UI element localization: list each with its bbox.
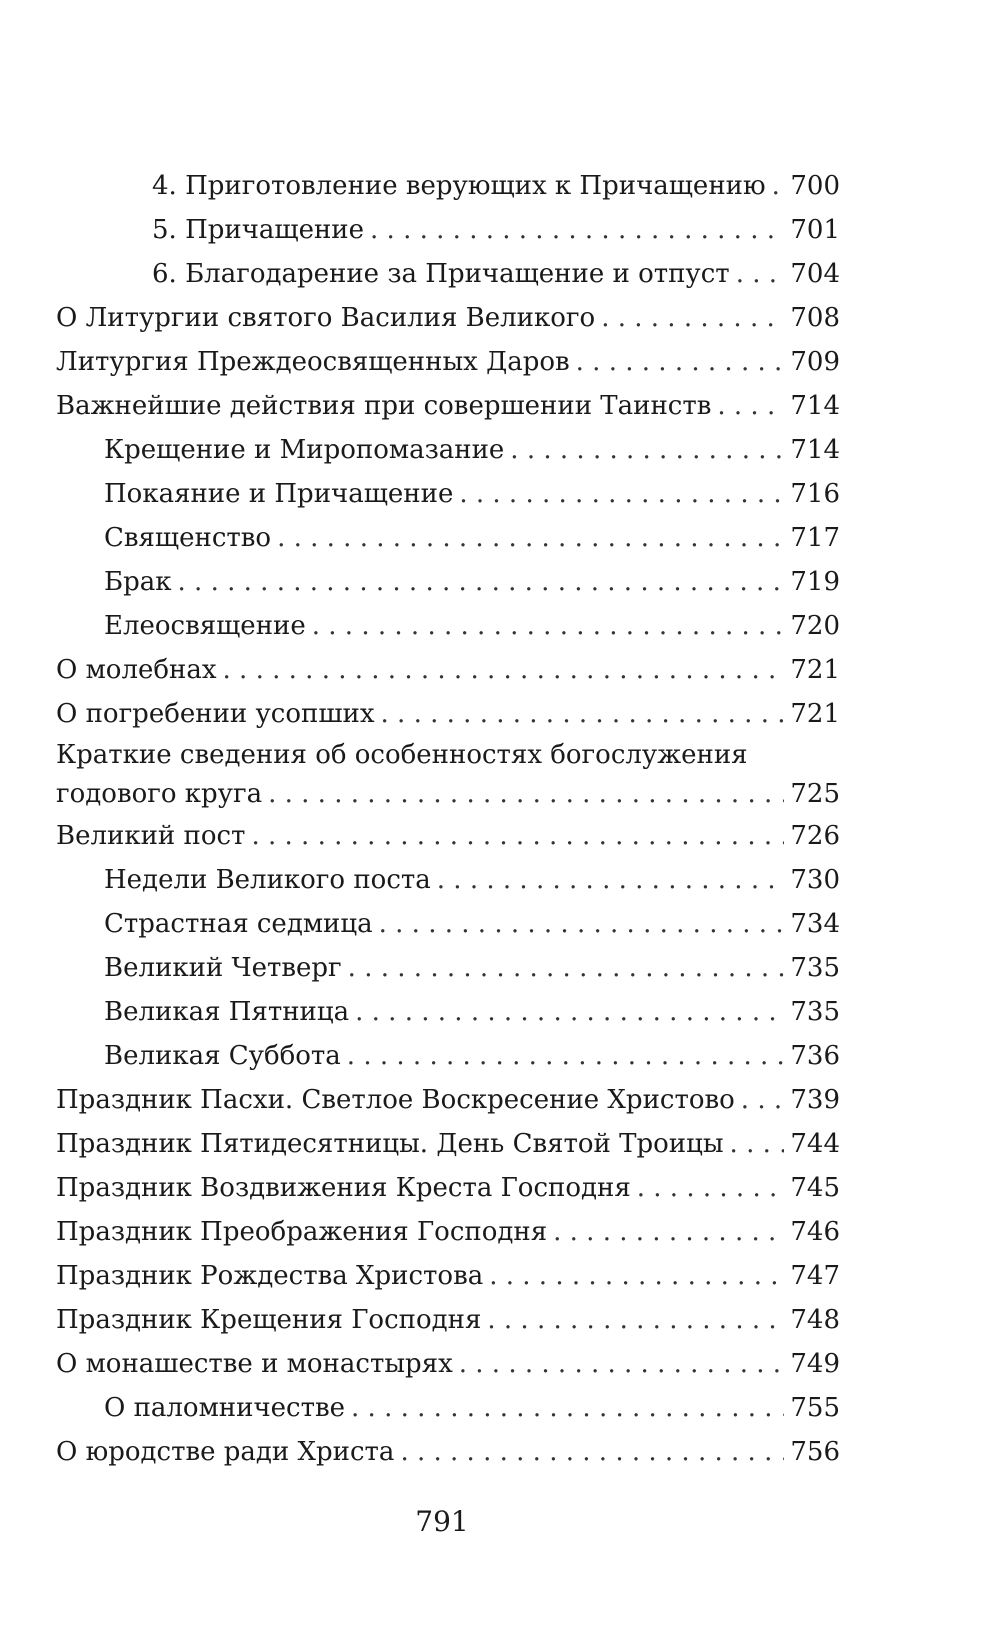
toc-entry-title: Страстная седмица — [104, 909, 373, 939]
toc-leader-dots — [601, 296, 784, 340]
toc-entry-page: 701 — [790, 215, 840, 245]
toc-entry — [56, 1122, 840, 1166]
toc-entry — [56, 472, 840, 516]
toc-entry — [56, 946, 840, 990]
toc-entry-title: Великая Пятница — [104, 997, 350, 1027]
toc-entry-title: Краткие сведения об особенностях богослужения — [56, 740, 748, 770]
toc-entry-page: 708 — [790, 303, 840, 333]
toc-leader-dots — [312, 604, 785, 648]
toc-entry — [56, 1210, 840, 1254]
toc-entry-page: 721 — [790, 699, 840, 729]
toc-leader-dots — [355, 990, 784, 1034]
toc-entry-page: 747 — [790, 1261, 840, 1291]
toc-entry-title: 4. Приготовление верующих к Причащению — [152, 171, 766, 201]
toc-entry — [56, 604, 840, 648]
toc-entry-title-continued: годового круга — [56, 779, 263, 809]
toc-entry — [56, 858, 840, 902]
toc-leader-dots — [637, 1166, 785, 1210]
toc-entry-page: 756 — [790, 1437, 840, 1467]
toc-entry — [56, 1430, 840, 1474]
toc-entry-title: Праздник Пятидесятницы. День Святой Троицы — [56, 1129, 724, 1159]
toc-entry — [56, 208, 840, 252]
toc-entry-title: Брак — [104, 567, 172, 597]
toc-entry-page: 717 — [790, 523, 840, 553]
toc-entry-page: 725 — [790, 779, 840, 809]
toc-entry-title: О Литургии святого Василия Великого — [56, 303, 596, 333]
toc-entry — [56, 1342, 840, 1386]
toc-entry-title: Праздник Преображения Господня — [56, 1217, 548, 1247]
toc-entry-title: Великий Четверг — [104, 953, 342, 983]
toc-entry-page: 720 — [790, 611, 840, 641]
toc-leader-dots — [223, 648, 785, 692]
toc-entry-page: 709 — [790, 347, 840, 377]
toc-leader-dots — [351, 1386, 784, 1430]
toc-leader-dots — [736, 252, 785, 296]
toc-leader-dots — [277, 516, 784, 560]
toc-entry-title: Покаяние и Причащение — [104, 479, 454, 509]
toc-entry — [56, 384, 840, 428]
toc-entry-title: Великая Суббота — [104, 1041, 341, 1071]
toc-entry-title: 6. Благодарение за Причащение и отпуст — [152, 259, 730, 289]
toc-leader-dots — [487, 1298, 784, 1342]
toc-leader-dots — [347, 1034, 785, 1078]
toc-entry — [56, 516, 840, 560]
toc-entry-title: О погребении усопших — [56, 699, 375, 729]
toc-entry-page: 749 — [790, 1349, 840, 1379]
toc-entry-title: О паломничестве — [104, 1393, 346, 1423]
toc-entry-page: 714 — [790, 435, 840, 465]
toc-leader-dots — [459, 472, 784, 516]
toc-entry-title: О монашестве и монастырях — [56, 1349, 453, 1379]
toc-leader-dots — [489, 1254, 784, 1298]
toc-entry-page: 739 — [790, 1085, 840, 1115]
toc-entry-page: 714 — [790, 391, 840, 421]
toc-entry-page: 748 — [790, 1305, 840, 1335]
toc-entry-title: Крещение и Миропомазание — [104, 435, 505, 465]
toc-entry-page: 735 — [790, 953, 840, 983]
toc-entry — [56, 1034, 840, 1078]
toc-leader-dots — [741, 1078, 785, 1122]
toc-entry-title: Праздник Воздвижения Креста Господня — [56, 1173, 631, 1203]
toc-entry-title: О молебнах — [56, 655, 217, 685]
toc-entry — [56, 1078, 840, 1122]
toc-entry-page: 736 — [790, 1041, 840, 1071]
table-of-contents — [56, 164, 840, 1474]
toc-leader-dots — [437, 858, 785, 902]
toc-entry-title: О юродстве ради Христа — [56, 1437, 395, 1467]
page-number: 791 — [415, 1505, 469, 1538]
toc-leader-dots — [268, 774, 784, 814]
toc-entry — [56, 814, 840, 858]
toc-leader-dots — [348, 946, 785, 990]
toc-entry — [56, 1298, 840, 1342]
toc-entry-page: 744 — [790, 1129, 840, 1159]
toc-entry-title: Недели Великого поста — [104, 865, 431, 895]
toc-entry — [56, 340, 840, 384]
toc-entry-page: 734 — [790, 909, 840, 939]
toc-entry-title: Важнейшие действия при совершении Таинств — [56, 391, 712, 421]
toc-entry — [56, 692, 840, 736]
toc-entry-page: 700 — [790, 171, 840, 201]
toc-leader-dots — [370, 208, 784, 252]
toc-entry-title: 5. Причащение — [152, 215, 365, 245]
toc-entry-page: 730 — [790, 865, 840, 895]
toc-leader-dots — [178, 560, 785, 604]
toc-entry-title: Елеосвящение — [104, 611, 306, 641]
toc-leader-dots — [772, 164, 785, 208]
toc-entry — [56, 296, 840, 340]
toc-entry — [56, 1254, 840, 1298]
toc-entry — [56, 560, 840, 604]
toc-leader-dots — [717, 384, 784, 428]
toc-entry-title: Священство — [104, 523, 272, 553]
toc-entry — [56, 428, 840, 472]
toc-entry-page: 726 — [790, 821, 840, 851]
toc-entry-page: 746 — [790, 1217, 840, 1247]
toc-leader-dots — [400, 1430, 784, 1474]
toc-entry-page: 719 — [790, 567, 840, 597]
toc-entry-title: Праздник Рождества Христова — [56, 1261, 484, 1291]
toc-entry — [56, 902, 840, 946]
toc-entry-page: 716 — [790, 479, 840, 509]
toc-leader-dots — [459, 1342, 785, 1386]
toc-entry-page: 721 — [790, 655, 840, 685]
toc-entry — [56, 252, 840, 296]
toc-entry — [56, 164, 840, 208]
toc-leader-dots — [553, 1210, 784, 1254]
toc-leader-dots — [576, 340, 785, 384]
toc-entry — [56, 1166, 840, 1210]
toc-leader-dots — [730, 1122, 785, 1166]
toc-entry-title: Праздник Крещения Господня — [56, 1305, 482, 1335]
toc-entry — [56, 1386, 840, 1430]
toc-entry — [56, 990, 840, 1034]
toc-leader-dots — [510, 428, 784, 472]
toc-entry-page: 735 — [790, 997, 840, 1027]
toc-entry-page: 704 — [790, 259, 840, 289]
toc-entry-title: Великий пост — [56, 821, 246, 851]
toc-leader-dots — [379, 902, 785, 946]
toc-entry — [56, 648, 840, 692]
toc-leader-dots — [251, 814, 784, 858]
toc-leader-dots — [381, 692, 785, 736]
toc-entry-page: 755 — [790, 1393, 840, 1423]
toc-entry — [56, 736, 840, 814]
toc-entry-title: Литургия Преждеосвященных Даров — [56, 347, 570, 377]
toc-entry-title: Праздник Пасхи. Светлое Воскресение Христово — [56, 1085, 735, 1115]
toc-entry-page: 745 — [790, 1173, 840, 1203]
